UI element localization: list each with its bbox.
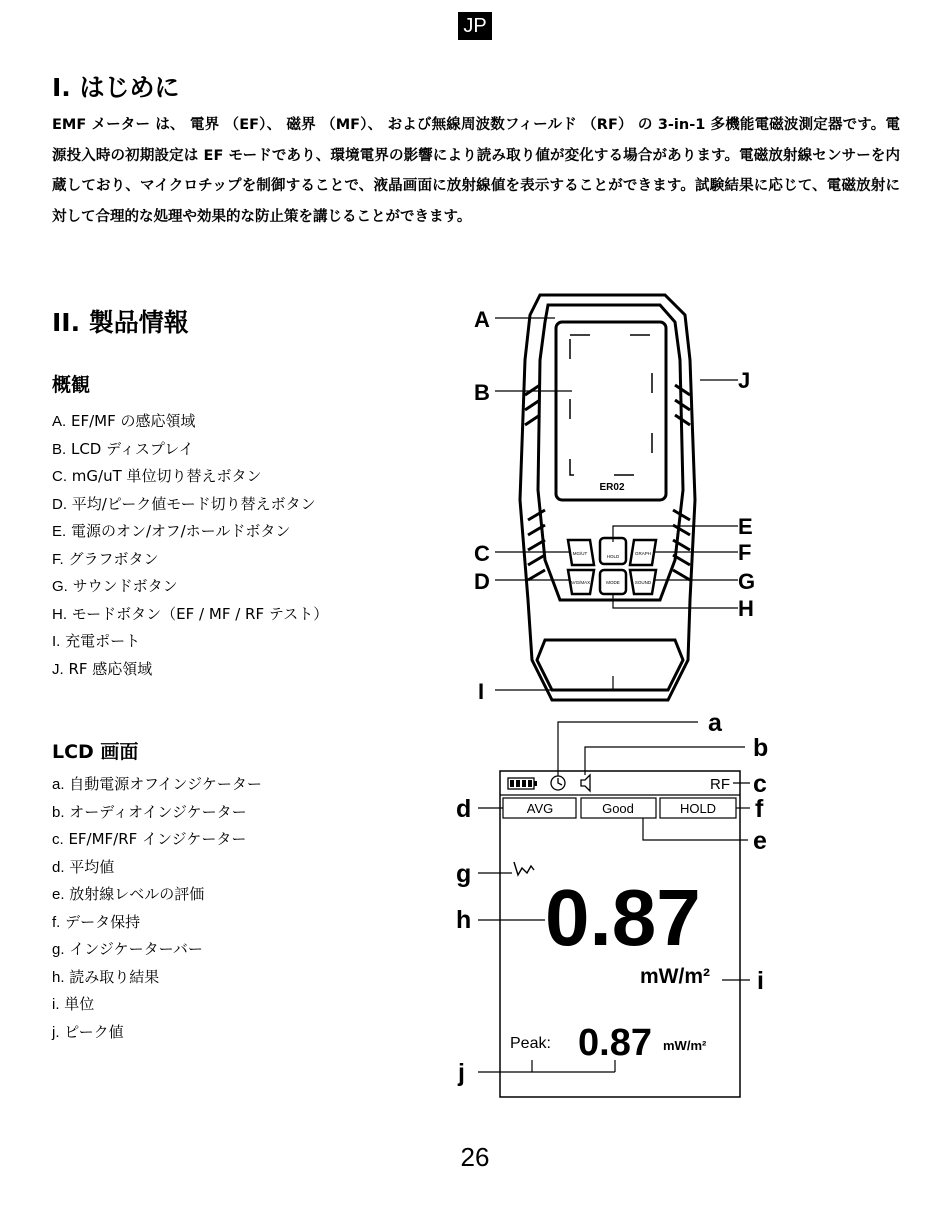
svg-text:MODE: MODE [606, 580, 620, 585]
svg-text:GRAPH: GRAPH [634, 551, 652, 556]
lcd-legend-item [52, 826, 262, 854]
callout-C: C [474, 541, 490, 566]
lcd-legend-item [52, 964, 262, 992]
lcd-legend-item-text: 単位 [64, 995, 95, 1013]
overview-item [52, 573, 328, 601]
callout-e: e [753, 827, 767, 855]
lcd-legend-item-key: c. [52, 831, 64, 848]
overview-item-key: H. [52, 605, 67, 623]
callout-g: g [456, 860, 472, 888]
lcd-title: LCD 画面 [52, 741, 139, 763]
overview-item-text: RF 感応領域 [68, 659, 153, 678]
overview-item [52, 518, 328, 546]
lcd-legend-item-text: EF/MF/RF インジケーター [68, 830, 247, 848]
callout-h: h [456, 906, 472, 934]
callout-D: D [474, 569, 490, 594]
overview-item-key: A. [52, 413, 67, 430]
peak-value: 0.87 [578, 1022, 652, 1064]
lcd-legend-item-text: オーディオインジケーター [69, 802, 247, 821]
lcd-legend-item-key: f. [52, 913, 61, 931]
overview-item-text: 平均/ピーク値モード切り替えボタン [71, 494, 316, 513]
overview-item [52, 436, 328, 464]
lcd-legend-item [52, 854, 262, 882]
overview-title: 概観 [52, 374, 91, 396]
lcd-legend-item [52, 799, 262, 827]
page-number: 26 [460, 1142, 490, 1172]
lcd-legend-item-key: b. [52, 803, 65, 821]
lcd-legend-item-key: i. [52, 996, 60, 1013]
overview-list [52, 408, 328, 683]
callout-i: i [757, 967, 764, 995]
overview-item-text: 電源のオン/オフ/ホールドボタン [70, 522, 291, 540]
lcd-legend-item-text: 平均値 [69, 857, 115, 876]
callout-a: a [708, 709, 722, 737]
lcd-legend-item [52, 881, 262, 909]
svg-text:HOLD: HOLD [606, 554, 620, 559]
lcd-legend-item-key: g. [52, 941, 65, 958]
svg-text:SOUND: SOUND [634, 580, 652, 585]
peak-label: Peak: [510, 1035, 551, 1052]
lcd-legend-item-text: データ保持 [65, 912, 141, 931]
section-1-title: I. はじめに [52, 73, 180, 102]
overview-item [52, 463, 328, 491]
callout-c: c [753, 770, 767, 798]
rating-indicator: Good [602, 801, 634, 816]
lcd-legend-item [52, 936, 262, 964]
overview-item-text: LCD ディスプレイ [70, 439, 194, 458]
overview-item-key: I. [52, 633, 61, 650]
overview-item-text: モードボタン（EF / MF / RF テスト） [71, 604, 329, 623]
overview-item-key: G. [52, 578, 68, 595]
overview-item-text: サウンドボタン [72, 577, 178, 595]
intro-paragraph: EMF メーター は、 電界 （EF）、 磁界 （MF）、 および無線周波数フィールド （RF） の 3-in-1 多機能電磁波測定器です。電源投入時の初期設定は EF モードであり、環境電界の影響により読み取り値が変化する場合があります。電磁放射線センサーを内蔵しており、マイクロチップを制御することで、液晶画面に放射線値を表示することができます。試験結果に応じて、電磁放射に対して合理的な処理や効果的な防止策を講じることができます。 [52, 117, 900, 225]
overview-item-key: J. [52, 660, 64, 678]
overview-item-text: グラフボタン [68, 549, 159, 568]
section-2-title: II. 製品情報 [52, 308, 189, 337]
mode-indicator: RF [710, 776, 730, 793]
lcd-legend-item-key: e. [52, 886, 65, 903]
callout-G: G [738, 569, 756, 594]
avg-indicator: AVG [526, 801, 554, 816]
callout-j: j [458, 1059, 465, 1087]
callout-B: B [474, 380, 490, 405]
device-diagram [460, 285, 780, 705]
callout-J: J [738, 368, 751, 393]
lcd-legend-item-text: インジケーターバー [69, 940, 203, 958]
overview-item [52, 628, 328, 656]
overview-item [52, 408, 328, 436]
overview-item [52, 491, 328, 519]
overview-item-key: E. [52, 523, 67, 540]
overview-item-key: B. [52, 440, 67, 458]
lcd-legend-list [52, 771, 262, 1046]
lcd-legend-item-text: 放射線レベルの評価 [69, 885, 205, 903]
overview-item [52, 601, 328, 629]
svg-text:AVG/MAX: AVG/MAX [569, 580, 591, 585]
reading-value: 0.87 [545, 873, 701, 962]
model-label: ER02 [599, 482, 625, 493]
overview-item-key: C. [52, 468, 67, 485]
overview-item-key: D. [52, 495, 67, 513]
hold-indicator: HOLD [679, 801, 717, 816]
lcd-legend-item [52, 991, 262, 1019]
callout-H: H [738, 596, 754, 621]
lcd-window [556, 322, 666, 500]
callout-b: b [753, 734, 769, 762]
language-badge: JP [458, 12, 492, 40]
lcd-legend-item-key: j. [52, 1023, 60, 1041]
lcd-legend-item-text: ピーク値 [64, 1022, 124, 1041]
lcd-legend-item [52, 1019, 262, 1047]
callout-d: d [456, 795, 472, 823]
overview-item [52, 546, 328, 574]
lcd-legend-item [52, 909, 262, 937]
callout-E: E [738, 514, 753, 539]
lcd-diagram [450, 705, 790, 1105]
overview-item-text: mG/uT 単位切り替えボタン [71, 467, 262, 485]
reading-unit: mW/m² [640, 965, 710, 988]
peak-unit: mW/m² [663, 1038, 707, 1053]
lcd-legend-item-key: h. [52, 968, 65, 986]
overview-item [52, 656, 328, 684]
callout-F: F [738, 540, 752, 565]
overview-item-text: 充電ポート [65, 632, 141, 650]
callout-A: A [474, 307, 490, 332]
lcd-legend-item [52, 771, 262, 799]
lcd-legend-item-key: a. [52, 776, 65, 793]
callout-f: f [755, 795, 764, 823]
overview-item-key: F. [52, 550, 64, 568]
overview-item-text: EF/MF の感応領域 [70, 412, 196, 430]
lcd-legend-item-text: 読み取り結果 [69, 967, 160, 986]
lcd-legend-item-key: d. [52, 858, 65, 876]
callout-I: I [478, 679, 485, 704]
svg-text:MG/UT: MG/UT [572, 551, 588, 556]
lcd-legend-item-text: 自動電源オフインジケーター [69, 775, 262, 793]
